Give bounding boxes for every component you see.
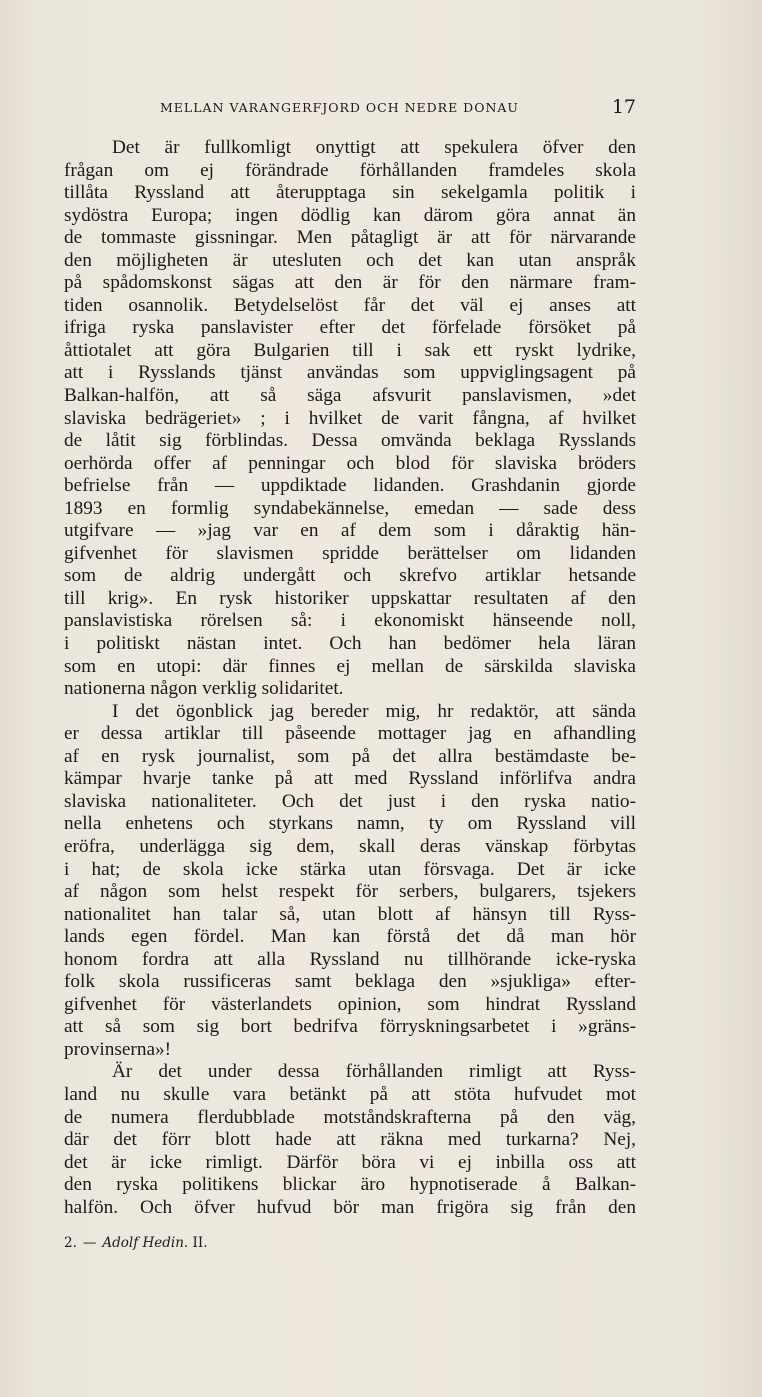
signature-mark: 2. xyxy=(64,1235,77,1251)
text-line: nationerna någon verklig solidaritet. xyxy=(64,678,344,700)
paragraph xyxy=(64,137,636,701)
running-head xyxy=(64,96,636,122)
text-line: där det förr blott hade att räkna med turkarna? Nej, xyxy=(64,1129,636,1151)
text-line: att så som sig bort bedrifva förryskningsarbetet i »gräns- xyxy=(64,1016,636,1038)
signature-author: Adolf Hedin. xyxy=(102,1235,189,1251)
text-line: eröfra, underlägga sig dem, skall deras vänskap förbytas xyxy=(64,835,636,857)
text-line: åttiotalet att göra Bulgarien till i sak ett ryskt lydrike, xyxy=(64,339,636,361)
text-line: gifvenhet för västerlandets opinion, som hindrat Ryssland xyxy=(64,993,636,1015)
text-line: Är det under dessa förhållanden rimligt att Ryss- xyxy=(112,1061,636,1083)
signature-volume: II. xyxy=(192,1235,208,1251)
text-line: af en rysk journalist, som på det allra bestämdaste be- xyxy=(64,745,636,767)
text-line: honom fordra att alla Ryssland nu tillhörande icke-ryska xyxy=(64,948,636,970)
text-line: Det är fullkomligt onyttigt att spekulera öfver den xyxy=(112,137,636,158)
text-line: halfön. Och öfver hufvud bör man frigöra sig från den xyxy=(64,1196,636,1218)
text-line: oerhörda offer af penningar och blod för slaviska bröders xyxy=(64,452,636,474)
text-line: på spådomskonst sägas att den är för den närmare fram- xyxy=(64,272,636,294)
paragraph xyxy=(64,701,636,1062)
text-line: af någon som helst respekt för serbers, bulgarers, tsjekers xyxy=(64,881,636,903)
text-line: kämpar hvarje tanke på att med Ryssland införlifva andra xyxy=(64,768,636,790)
text-line: det är icke rimligt. Därför böra vi ej inbilla oss att xyxy=(64,1151,636,1173)
text-line: folk skola russificeras samt beklaga den »sjukliga» efter- xyxy=(64,971,636,993)
text-line: er dessa artiklar till påseende mottager jag en afhandling xyxy=(64,723,636,745)
text-line: den ryska politikens blickar äro hypnotiserade å Balkan- xyxy=(64,1174,636,1196)
paragraph xyxy=(64,1061,636,1219)
text-line: slaviska bedrägeriet» ; i hvilket de varit fångna, af hvilket xyxy=(64,407,636,429)
text-line: tillåta Ryssland att återupptaga sin sekelgamla politik i xyxy=(64,182,636,204)
text-line: som de aldrig undergått och skrefvo artiklar hetsande xyxy=(64,565,636,587)
text-line: i hat; de skola icke stärka utan försvaga. Det är icke xyxy=(64,858,636,880)
text-line: sydöstra Europa; ingen dödlig kan därom göra annat än xyxy=(64,204,636,226)
text-line: 1893 en formlig syndabekännelse, emedan — sade dess xyxy=(64,497,636,519)
text-line: de numera flerdubblade motståndskrafterna på den väg, xyxy=(64,1106,636,1128)
body-text xyxy=(64,137,636,1219)
text-line: de tommaste gissningar. Men påtagligt är att för närvarande xyxy=(64,227,636,249)
text-line: befrielse från — uppdiktade lidanden. Grashdanin gjorde xyxy=(64,475,636,497)
text-line: frågan om ej förändrade förhållanden framdeles skola xyxy=(64,159,636,181)
text-line: som en utopi: där finnes ej mellan de särskilda slaviska xyxy=(64,655,636,677)
text-line: nella enhetens och styrkans namn, ty om Ryssland vill xyxy=(64,813,636,835)
running-title: MELLAN VARANGERFJORD OCH NEDRE DONAU xyxy=(160,100,519,115)
text-line: i politiskt nästan intet. Och han bedömer hela läran xyxy=(64,633,636,655)
text-line: land nu skulle vara betänkt på att stöta hufvudet mot xyxy=(64,1083,636,1105)
signature-dash: — xyxy=(82,1235,97,1251)
page-number: 17 xyxy=(611,96,636,118)
text-line: nationalitet han talar så, utan blott af hänsyn till Ryss- xyxy=(64,903,636,925)
text-line: de låtit sig förblindas. Dessa omvända beklaga Rysslands xyxy=(64,430,636,452)
text-line: att i Rysslands tjänst användas som uppviglingsagent på xyxy=(64,362,636,384)
text-line: utgifvare — »jag var en af dem som i dåraktig hän- xyxy=(64,520,636,542)
text-line: ifriga ryska panslavister efter det förfelade försöket på xyxy=(64,317,636,339)
text-line: gifvenhet för slavismen spridde berättelser om lidanden xyxy=(64,542,636,564)
text-line: provinserna»! xyxy=(64,1038,172,1060)
text-line: I det ögonblick jag bereder mig, hr redaktör, att sända xyxy=(112,700,636,722)
text-line: Balkan-halfön, att så säga afsvurit panslavismen, »det xyxy=(64,385,636,407)
text-line: slaviska nationaliteter. Och det just i den ryska natio- xyxy=(64,790,636,812)
text-line: panslavistiska rörelsen så: i ekonomiskt hänseende noll, xyxy=(64,610,636,632)
signature-line xyxy=(64,1235,208,1251)
text-line: lands egen fördel. Man kan förstå det då man hör xyxy=(64,926,636,948)
text-line: tiden osannolik. Betydelselöst får det väl ej anses att xyxy=(64,294,636,316)
text-line: till krig». En rysk historiker uppskattar resultaten af den xyxy=(64,587,636,609)
text-line: den möjligheten är utesluten och det kan utan anspråk xyxy=(64,249,636,271)
